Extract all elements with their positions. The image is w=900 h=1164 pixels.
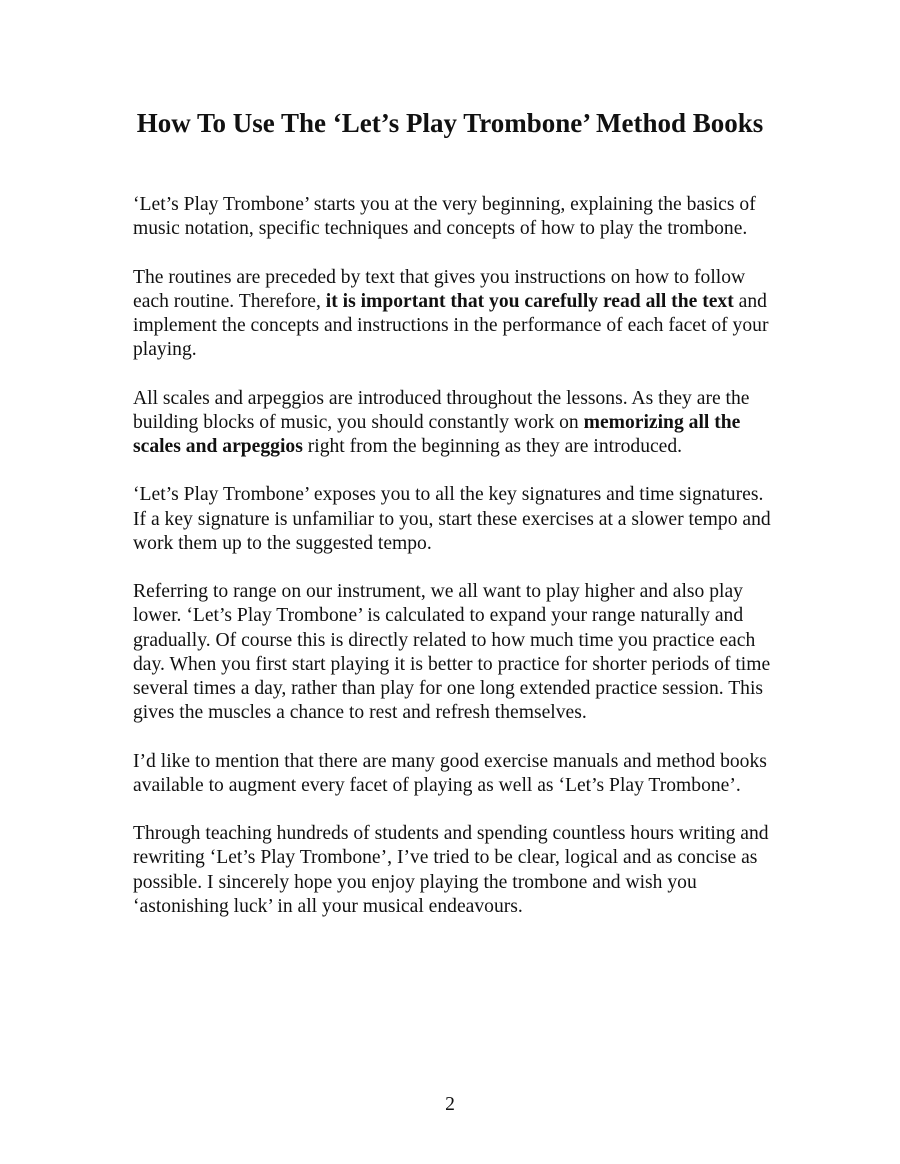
paragraph-text: All scales and arpeggios are introduced throughout the lessons. As they are the building blocks of music, you should constantly work on	[133, 387, 750, 433]
paragraph-text: right from the beginning as they are introduced.	[302, 436, 683, 457]
paragraph-7	[133, 822, 778, 919]
emphasis-text: memorizing all the scales and arpeggios	[133, 411, 741, 457]
paragraph-6	[133, 750, 778, 798]
paragraph-text: ‘Let’s Play Trombone’ starts you at the very beginning, explaining the basics of music notation, specific techniques and concepts of how to play the trombone.	[133, 194, 756, 240]
page-title: How To Use The ‘Let’s Play Trombone’ Method Books	[136, 108, 764, 138]
paragraph-text: and implement the concepts and instructions in the performance of each facet of your playing.	[133, 290, 769, 361]
paragraph-1	[133, 193, 778, 241]
paragraph-4	[133, 483, 778, 556]
paragraph-text: ‘Let’s Play Trombone’ exposes you to all the key signatures and time signatures. If a key signature is unfamiliar to you, start these exercises at a slower tempo and work them up to the suggested tempo.	[133, 484, 771, 554]
body-text	[133, 193, 778, 943]
paragraph-text: Through teaching hundreds of students and spending countless hours writing and rewriting ‘Let’s Play Trombone’, I’ve tried to be clear, logical and as concise as possible. I sincerely hope you enjoy playing the trombone and wish you ‘astonishing luck’ in all your musical endeavours.	[133, 823, 769, 917]
page-number: 2	[445, 1094, 455, 1115]
paragraph-text: Referring to range on our instrument, we all want to play higher and also play lower. ‘Let’s Play Trombone’ is calculated to expand your range naturally and gradually. Of course this is directly related to how much time you practice each day. When you first start playing it is better to practice for shorter periods of time several times a day, rather than play for one long extended practice session. This gives the muscles a chance to rest and refresh themselves.	[133, 581, 771, 724]
paragraph-5	[133, 580, 778, 725]
paragraph-text: The routines are preceded by text that gives you instructions on how to follow each routine. Therefore,	[133, 266, 746, 312]
paragraph-3	[133, 387, 778, 460]
emphasis-text: it is important that you carefully read all the text	[325, 290, 734, 312]
paragraph-2	[133, 266, 778, 363]
paragraph-text: I’d like to mention that there are many good exercise manuals and method books available to augment every facet of playing as well as ‘Let’s Play Trombone’.	[133, 750, 767, 796]
